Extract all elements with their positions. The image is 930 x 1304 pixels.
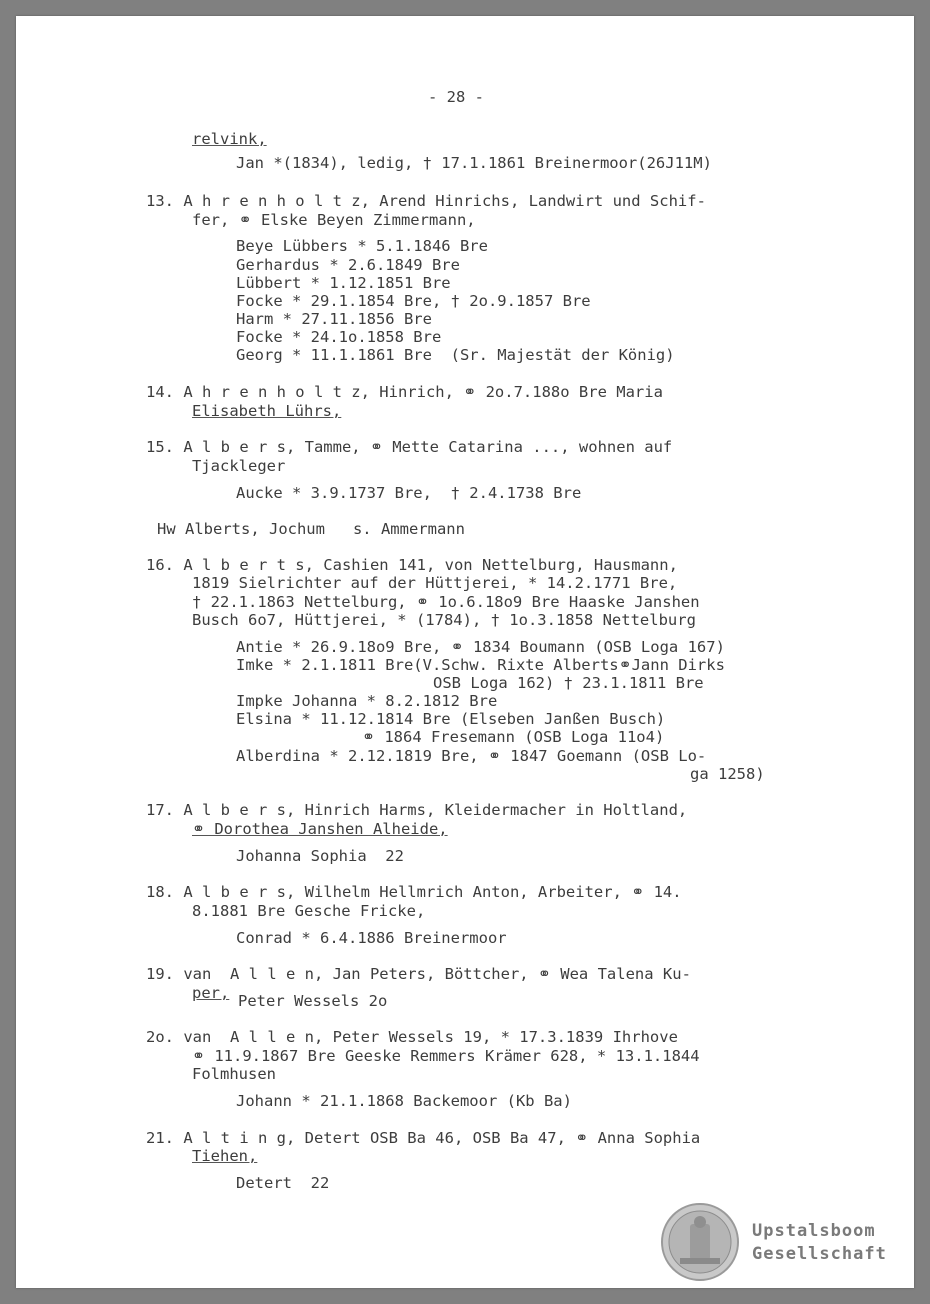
text-line: † 22.1.1863 Nettelburg, ⚭ 1o.6.18o9 Bre Haaske Janshen (192, 593, 700, 611)
text-line: Folmhusen (192, 1065, 276, 1083)
logo-line-1: Upstalsboom (752, 1221, 876, 1241)
seal-logo-icon (660, 1202, 740, 1282)
child-entry: OSB Loga 162) † 23.1.1811 Bre (433, 674, 704, 692)
entry-heading: 15. A l b e r s, Tamme, ⚭ Mette Catarina ..., wohnen auf (146, 438, 673, 456)
child-entry: Conrad * 6.4.1886 Breinermoor (236, 929, 507, 947)
child-entry: ga 1258) (690, 765, 765, 783)
entry-heading: 18. A l b e r s, Wilhelm Hellmrich Anton, Arbeiter, ⚭ 14. (146, 883, 682, 901)
text-line: relvink, (192, 130, 267, 148)
child-entry: Lübbert * 1.12.1851 Bre (236, 274, 451, 292)
text-line: per, (192, 984, 230, 1002)
page-number: - 28 - (428, 88, 484, 106)
entry-heading: 17. A l b e r s, Hinrich Harms, Kleidermacher in Holtland, (146, 801, 688, 819)
entry-heading: 14. A h r e n h o l t z, Hinrich, ⚭ 2o.7.188o Bre Maria (146, 383, 663, 401)
text-line: fer, ⚭ Elske Beyen Zimmermann, (192, 211, 476, 229)
child-entry: Antie * 26.9.18o9 Bre, ⚭ 1834 Boumann (OSB Loga 167) (236, 638, 725, 656)
child-entry: Georg * 11.1.1861 Bre (Sr. Majestät der König) (236, 346, 675, 364)
child-entry: Detert 22 (236, 1174, 330, 1192)
society-name (752, 1220, 887, 1266)
entry-heading: 19. van A l l e n, Jan Peters, Böttcher, ⚭ Wea Talena Ku- (146, 965, 691, 983)
child-entry: Imke * 2.1.1811 Bre(V.Schw. Rixte Alberts⚭Jann Dirks (236, 656, 725, 674)
text-line: ⚭ Dorothea Janshen Alheide, (192, 820, 448, 838)
child-entry: Johann * 21.1.1868 Backemoor (Kb Ba) (236, 1092, 572, 1110)
child-entry: Alberdina * 2.12.1819 Bre, ⚭ 1847 Goemann (OSB Lo- (236, 747, 707, 765)
text-line: Jan *(1834), ledig, † 17.1.1861 Breinermoor(26J11M) (236, 154, 712, 172)
text-line: 8.1881 Bre Gesche Fricke, (192, 902, 426, 920)
child-entry: Aucke * 3.9.1737 Bre, † 2.4.1738 Bre (236, 484, 582, 502)
child-entry: Elsina * 11.12.1814 Bre (Elseben Janßen Busch) (236, 710, 666, 728)
text-line: Tjackleger (192, 457, 286, 475)
entry-heading: 13. A h r e n h o l t z, Arend Hinrichs, Landwirt und Schif- (146, 192, 706, 210)
entry-heading: 16. A l b e r t s, Cashien 141, von Nettelburg, Hausmann, (146, 556, 678, 574)
document-page (16, 16, 914, 1288)
entry-heading: 21. A l t i n g, Detert OSB Ba 46, OSB Ba 47, ⚭ Anna Sophia (146, 1129, 701, 1147)
child-entry: ⚭ 1864 Fresemann (OSB Loga 11o4) (362, 728, 665, 746)
child-entry: Beye Lübbers * 5.1.1846 Bre (236, 237, 488, 255)
child-entry: Focke * 29.1.1854 Bre, † 2o.9.1857 Bre (236, 292, 591, 310)
text-line: Elisabeth Lührs, (192, 402, 342, 420)
logo-line-2: Gesellschaft (752, 1244, 887, 1264)
entry-heading: 2o. van A l l e n, Peter Wessels 19, * 17.3.1839 Ihrhove (146, 1028, 678, 1046)
text-line: ⚭ 11.9.1867 Bre Geeske Remmers Krämer 628, * 13.1.1844 (192, 1047, 700, 1065)
child-entry: Johanna Sophia 22 (236, 847, 404, 865)
child-entry: Gerhardus * 2.6.1849 Bre (236, 256, 460, 274)
text-line: Busch 6o7, Hüttjerei, * (1784), † 1o.3.1858 Nettelburg (192, 611, 696, 629)
child-entry: Harm * 27.11.1856 Bre (236, 310, 432, 328)
text-line: Tiehen, (192, 1147, 258, 1165)
child-entry: Impke Johanna * 8.2.1812 Bre (236, 692, 498, 710)
child-entry: Peter Wessels 2o (238, 992, 388, 1010)
child-entry: Focke * 24.1o.1858 Bre (236, 328, 442, 346)
cross-reference: Hw Alberts, Jochum s. Ammermann (157, 520, 465, 538)
text-line: 1819 Sielrichter auf der Hüttjerei, * 14.2.1771 Bre, (192, 574, 678, 592)
